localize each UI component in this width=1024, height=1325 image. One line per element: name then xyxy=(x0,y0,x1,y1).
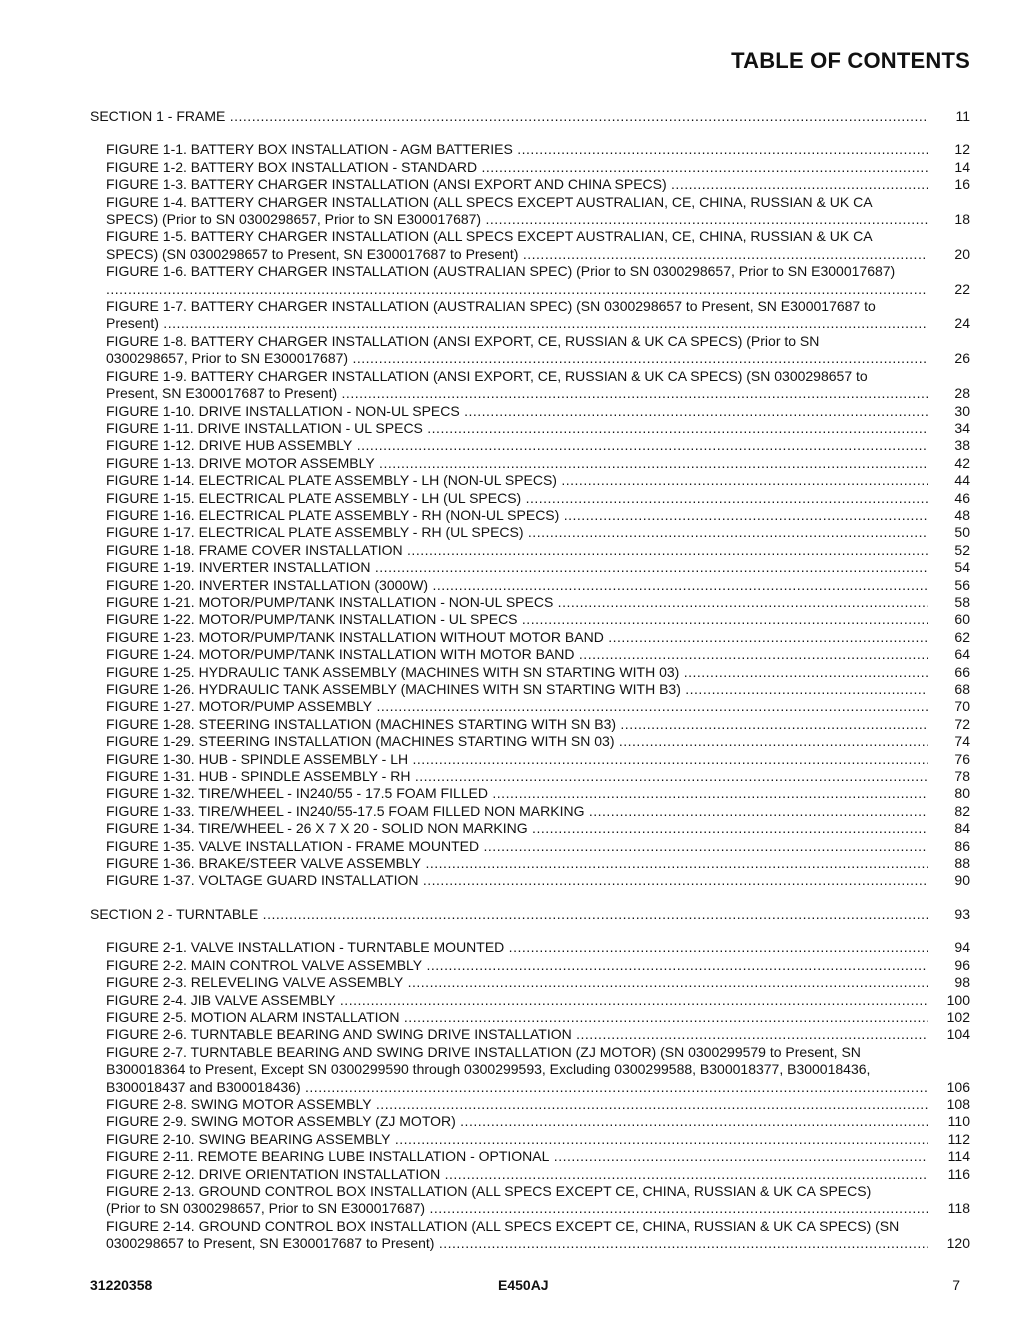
toc-figure-entry[interactable] xyxy=(106,1044,970,1096)
toc-entry-title-line: FIGURE 1-20. INVERTER INSTALLATION (3000W) ..... xyxy=(106,577,970,594)
toc-entry-page-number: 86 xyxy=(928,838,970,855)
toc-entry-title-line: FIGURE 2-6. TURNTABLE BEARING AND SWING DRIVE INSTALLATION ..... xyxy=(106,1026,970,1043)
toc-figure-entry[interactable] xyxy=(106,820,970,837)
toc-entry-page-number: 94 xyxy=(928,939,970,956)
toc-entry-title-line: FIGURE 1-25. HYDRAULIC TANK ASSEMBLY (MACHINES WITH SN STARTING WITH 03) ..... xyxy=(106,664,970,681)
toc-figure-entry[interactable] xyxy=(106,228,970,263)
toc-entry-page-number: 78 xyxy=(928,768,970,785)
toc-entry-title-line: FIGURE 1-6. BATTERY CHARGER INSTALLATION (AUSTRALIAN SPEC) (Prior to SN 0300298657, Prior to SN E300017687) xyxy=(106,263,896,280)
toc-figure-entry[interactable] xyxy=(106,455,970,472)
toc-entry-title-line: FIGURE 1-22. MOTOR/PUMP/TANK INSTALLATION - UL SPECS ..... xyxy=(106,611,970,628)
toc-entry-page-number: 118 xyxy=(928,1200,970,1217)
toc-figure-entry[interactable] xyxy=(106,1131,970,1148)
toc-entry-page-number: 12 xyxy=(928,141,970,158)
toc-entry-title-line: B300018364 to Present, Except SN 0300299590 through 0300299593, Excluding 0300299588, B300018377, B300018436, xyxy=(106,1061,871,1078)
toc-entry-page-number: 90 xyxy=(928,872,970,889)
toc-entry-page-number: 114 xyxy=(928,1148,970,1165)
toc-entry-page-number: 22 xyxy=(928,281,970,298)
toc-entry-page-number: 62 xyxy=(928,629,970,646)
toc-entry-page-number: 112 xyxy=(928,1131,970,1148)
toc-entry-page-number: 24 xyxy=(928,315,970,332)
toc-figure-entry[interactable] xyxy=(106,1183,970,1218)
toc-entry-title-line: Present) ..... xyxy=(106,315,970,332)
toc-entry-page-number: 68 xyxy=(928,681,970,698)
toc-entry-title-line: FIGURE 2-3. RELEVELING VALVE ASSEMBLY ..... xyxy=(106,974,970,991)
toc-entry-title-line: FIGURE 1-23. MOTOR/PUMP/TANK INSTALLATION WITHOUT MOTOR BAND ..... xyxy=(106,629,970,646)
toc-entry-title-line: FIGURE 1-8. BATTERY CHARGER INSTALLATION (ANSI EXPORT, CE, RUSSIAN & UK CA SPECS) (Prior to SN xyxy=(106,332,820,349)
toc-entry-page-number: 54 xyxy=(928,559,970,576)
toc-entry-page-number: 70 xyxy=(928,698,970,715)
footer-model: E450AJ xyxy=(498,1277,549,1293)
toc-entry-title-line: FIGURE 1-37. VOLTAGE GUARD INSTALLATION ..... xyxy=(106,872,970,889)
toc-spacer xyxy=(0,890,1024,906)
toc-figure-entry[interactable] xyxy=(106,368,970,403)
toc-entry-page-number: 72 xyxy=(928,716,970,733)
toc-entry-page-number: 104 xyxy=(928,1026,970,1043)
toc-entry-page-number: 42 xyxy=(928,455,970,472)
toc-entry-page-number: 11 xyxy=(928,108,970,125)
toc-entry-page-number: 98 xyxy=(928,974,970,991)
toc-figure-entry[interactable] xyxy=(106,681,970,698)
toc-entry-title-line: FIGURE 1-30. HUB - SPINDLE ASSEMBLY - LH ..... xyxy=(106,751,970,768)
toc-figure-entry[interactable] xyxy=(106,1218,970,1253)
toc-figure-entry[interactable] xyxy=(106,437,970,454)
toc-figure-entry[interactable] xyxy=(106,594,970,611)
footer-page-number: 7 xyxy=(952,1277,960,1293)
toc-figure-entry[interactable] xyxy=(106,490,970,507)
toc-entry-page-number: 76 xyxy=(928,751,970,768)
toc-entry-title-line: FIGURE 2-1. VALVE INSTALLATION - TURNTABLE MOUNTED ..... xyxy=(106,939,970,956)
toc-entry-title-line: FIGURE 1-34. TIRE/WHEEL - 26 X 7 X 20 - SOLID NON MARKING ..... xyxy=(106,820,970,837)
toc-figure-entry[interactable] xyxy=(106,194,970,229)
toc-entry-page-number: 14 xyxy=(928,159,970,176)
toc-entry-page-number: 66 xyxy=(928,664,970,681)
toc-entry-title-line: SPECS) (SN 0300298657 to Present, SN E300017687 to Present) ..... xyxy=(106,246,970,263)
toc-entry-title-line: FIGURE 2-11. REMOTE BEARING LUBE INSTALLATION - OPTIONAL ..... xyxy=(106,1148,970,1165)
toc-entry-title-line: FIGURE 1-31. HUB - SPINDLE ASSEMBLY - RH ..... xyxy=(106,768,970,785)
toc-entry-title-line: Present, SN E300017687 to Present) ..... xyxy=(106,385,970,402)
toc-entry-title-line: 0300298657 to Present, SN E300017687 to Present) ..... xyxy=(106,1235,970,1252)
toc-figure-entry[interactable] xyxy=(106,855,970,872)
toc-entry-title-line: 0300298657, Prior to SN E300017687) ..... xyxy=(106,350,970,367)
toc-figure-entry[interactable] xyxy=(106,957,970,974)
toc-figure-entry[interactable] xyxy=(106,768,970,785)
toc-entry-title-line: B300018437 and B300018436) ..... xyxy=(106,1079,970,1096)
toc-entry-title-line: FIGURE 1-16. ELECTRICAL PLATE ASSEMBLY - RH (NON-UL SPECS) ..... xyxy=(106,507,970,524)
toc-entry-page-number: 106 xyxy=(928,1079,970,1096)
toc-entry-title-line: FIGURE 1-19. INVERTER INSTALLATION ..... xyxy=(106,559,970,576)
toc-figure-entry[interactable] xyxy=(106,751,970,768)
toc-entry-page-number: 80 xyxy=(928,785,970,802)
toc-entry-page-number: 52 xyxy=(928,542,970,559)
toc-entry-title-line: FIGURE 2-9. SWING MOTOR ASSEMBLY (ZJ MOTOR) ..... xyxy=(106,1113,970,1130)
toc-entry-title-line: FIGURE 1-33. TIRE/WHEEL - IN240/55-17.5 FOAM FILLED NON MARKING ..... xyxy=(106,803,970,820)
toc-entry-page-number: 50 xyxy=(928,524,970,541)
toc-entry-title-line: SECTION 1 - FRAME ..... xyxy=(90,108,970,125)
toc-entry-title-line: FIGURE 1-2. BATTERY BOX INSTALLATION - STANDARD ..... xyxy=(106,159,970,176)
toc-figure-entry[interactable] xyxy=(106,974,970,991)
toc-entry-page-number: 116 xyxy=(928,1166,970,1183)
toc-entry-title-line: FIGURE 2-13. GROUND CONTROL BOX INSTALLATION (ALL SPECS EXCEPT CE, CHINA, RUSSIAN & UK CA SPECS) xyxy=(106,1182,872,1199)
toc-entry-page-number: 84 xyxy=(928,820,970,837)
toc-entry-page-number: 34 xyxy=(928,420,970,437)
toc-figure-entry[interactable] xyxy=(106,698,970,715)
toc-spacer xyxy=(0,923,1024,939)
page-title: TABLE OF CONTENTS xyxy=(731,48,970,73)
toc-entry-title-line: FIGURE 2-5. MOTION ALARM INSTALLATION ..... xyxy=(106,1009,970,1026)
toc-entry-title-line: FIGURE 1-28. STEERING INSTALLATION (MACHINES STARTING WITH SN B3) ..... xyxy=(106,716,970,733)
toc-section-entry[interactable] xyxy=(90,906,970,923)
toc-entry-title-line: SPECS) (Prior to SN 0300298657, Prior to SN E300017687) ..... xyxy=(106,211,970,228)
toc-entry-title-line: FIGURE 1-13. DRIVE MOTOR ASSEMBLY ..... xyxy=(106,455,970,472)
toc-figure-entry[interactable] xyxy=(106,1166,970,1183)
toc-entry-page-number: 60 xyxy=(928,611,970,628)
toc-entry-page-number: 26 xyxy=(928,350,970,367)
toc-entry-page-number: 18 xyxy=(928,211,970,228)
toc-figure-entry[interactable] xyxy=(106,611,970,628)
toc-figure-entry[interactable] xyxy=(106,1026,970,1043)
toc-entry-page-number: 82 xyxy=(928,803,970,820)
toc-entry-page-number: 56 xyxy=(928,577,970,594)
toc-figure-entry[interactable] xyxy=(106,803,970,820)
toc-entry-title-line: FIGURE 1-36. BRAKE/STEER VALVE ASSEMBLY ..... xyxy=(106,855,970,872)
toc-entry-title-line: FIGURE 1-14. ELECTRICAL PLATE ASSEMBLY - LH (NON-UL SPECS) ..... xyxy=(106,472,970,489)
toc-entry-page-number: 20 xyxy=(928,246,970,263)
toc-figure-entry[interactable] xyxy=(106,472,970,489)
toc-figure-entry[interactable] xyxy=(106,664,970,681)
toc-entry-title-line: FIGURE 1-32. TIRE/WHEEL - IN240/55 - 17.5 FOAM FILLED ..... xyxy=(106,785,970,802)
toc-figure-entry[interactable] xyxy=(106,992,970,1009)
toc-entry-title-line: FIGURE 2-8. SWING MOTOR ASSEMBLY ..... xyxy=(106,1096,970,1113)
toc-entry-page-number: 30 xyxy=(928,403,970,420)
toc-figure-entry[interactable] xyxy=(106,542,970,559)
toc-entry-page-number: 58 xyxy=(928,594,970,611)
toc-section-entry[interactable] xyxy=(90,108,970,125)
toc-entry-title-line: (Prior to SN 0300298657, Prior to SN E300017687) ..... xyxy=(106,1200,970,1217)
table-of-contents xyxy=(0,108,1024,1253)
toc-entry-page-number: 93 xyxy=(928,906,970,923)
toc-entry-title-line: FIGURE 2-4. JIB VALVE ASSEMBLY ..... xyxy=(106,992,970,1009)
toc-figure-entry[interactable] xyxy=(106,716,970,733)
toc-entry-title-line: FIGURE 2-12. DRIVE ORIENTATION INSTALLATION ..... xyxy=(106,1166,970,1183)
toc-entry-title-line: FIGURE 1-27. MOTOR/PUMP ASSEMBLY ..... xyxy=(106,698,970,715)
toc-entry-title-line: FIGURE 1-11. DRIVE INSTALLATION - UL SPECS ..... xyxy=(106,420,970,437)
toc-entry-title-line: FIGURE 2-7. TURNTABLE BEARING AND SWING DRIVE INSTALLATION (ZJ MOTOR) (SN 0300299579 to Present, SN xyxy=(106,1043,861,1060)
toc-entry-title-line: FIGURE 2-10. SWING BEARING ASSEMBLY ..... xyxy=(106,1131,970,1148)
toc-entry-title-line: FIGURE 1-9. BATTERY CHARGER INSTALLATION (ANSI EXPORT, CE, RUSSIAN & UK CA SPECS) (SN 0300298657 to xyxy=(106,367,868,384)
toc-entry-title-line: FIGURE 1-12. DRIVE HUB ASSEMBLY ..... xyxy=(106,437,970,454)
toc-entry-page-number: 16 xyxy=(928,176,970,193)
toc-figure-entry[interactable] xyxy=(106,524,970,541)
toc-entry-page-number: 48 xyxy=(928,507,970,524)
toc-figure-entry[interactable] xyxy=(106,872,970,889)
toc-figure-entry[interactable] xyxy=(106,507,970,524)
toc-entry-title-line: FIGURE 1-24. MOTOR/PUMP/TANK INSTALLATION WITH MOTOR BAND ..... xyxy=(106,646,970,663)
toc-figure-entry[interactable] xyxy=(106,420,970,437)
toc-entry-title-line: FIGURE 1-21. MOTOR/PUMP/TANK INSTALLATION - NON-UL SPECS ..... xyxy=(106,594,970,611)
toc-figure-entry[interactable] xyxy=(106,141,970,158)
toc-entry-title-line: FIGURE 1-3. BATTERY CHARGER INSTALLATION (ANSI EXPORT AND CHINA SPECS) ..... xyxy=(106,176,970,193)
toc-entry-page-number: 100 xyxy=(928,992,970,1009)
toc-figure-entry[interactable] xyxy=(106,1009,970,1026)
toc-figure-entry[interactable] xyxy=(106,176,970,193)
toc-entry-title-line: FIGURE 1-35. VALVE INSTALLATION - FRAME MOUNTED ..... xyxy=(106,838,970,855)
toc-figure-entry[interactable] xyxy=(106,785,970,802)
toc-entry-page-number: 46 xyxy=(928,490,970,507)
toc-figure-entry[interactable] xyxy=(106,333,970,368)
toc-entry-title-line: FIGURE 1-18. FRAME COVER INSTALLATION ..... xyxy=(106,542,970,559)
toc-entry-page-number: 44 xyxy=(928,472,970,489)
toc-entry-page-number: 38 xyxy=(928,437,970,454)
toc-figure-entry[interactable] xyxy=(106,646,970,663)
toc-entry-title-line: FIGURE 1-5. BATTERY CHARGER INSTALLATION (ALL SPECS EXCEPT AUSTRALIAN, CE, CHINA, RUSSIAN & UK CA xyxy=(106,228,873,245)
toc-figure-entry[interactable] xyxy=(106,403,970,420)
toc-entry-page-number: 28 xyxy=(928,385,970,402)
toc-figure-entry[interactable] xyxy=(106,838,970,855)
toc-figure-entry[interactable] xyxy=(106,733,970,750)
toc-figure-entry[interactable] xyxy=(106,159,970,176)
toc-figure-entry[interactable] xyxy=(106,939,970,956)
toc-figure-entry[interactable] xyxy=(106,263,970,298)
toc-figure-entry[interactable] xyxy=(106,1096,970,1113)
toc-entry-page-number: 64 xyxy=(928,646,970,663)
toc-spacer xyxy=(0,125,1024,141)
toc-figure-entry[interactable] xyxy=(106,577,970,594)
toc-entry-title-line: FIGURE 2-2. MAIN CONTROL VALVE ASSEMBLY ..... xyxy=(106,957,970,974)
toc-entry-page-number: 102 xyxy=(928,1009,970,1026)
toc-figure-entry[interactable] xyxy=(106,629,970,646)
toc-entry-title-line: FIGURE 1-26. HYDRAULIC TANK ASSEMBLY (MACHINES WITH SN STARTING WITH B3) ..... xyxy=(106,681,970,698)
toc-entry-title-line: FIGURE 1-17. ELECTRICAL PLATE ASSEMBLY - RH (UL SPECS) ..... xyxy=(106,524,970,541)
toc-figure-entry[interactable] xyxy=(106,1113,970,1130)
toc-figure-entry[interactable] xyxy=(106,1148,970,1165)
toc-figure-entry[interactable] xyxy=(106,298,970,333)
toc-entry-page-number: 108 xyxy=(928,1096,970,1113)
toc-entry-title-line: FIGURE 1-10. DRIVE INSTALLATION - NON-UL SPECS ..... xyxy=(106,403,970,420)
toc-entry-page-number: 96 xyxy=(928,957,970,974)
toc-entry-page-number: 88 xyxy=(928,855,970,872)
footer-doc-number: 31220358 xyxy=(90,1277,153,1293)
toc-entry-title-line: FIGURE 1-29. STEERING INSTALLATION (MACHINES STARTING WITH SN 03) ..... xyxy=(106,733,970,750)
toc-entry-title-line: FIGURE 1-7. BATTERY CHARGER INSTALLATION (AUSTRALIAN SPEC) (SN 0300298657 to Present, SN E300017687 to xyxy=(106,298,876,315)
toc-entry-title-line: FIGURE 1-15. ELECTRICAL PLATE ASSEMBLY - LH (UL SPECS) ..... xyxy=(106,490,970,507)
toc-entry-title-line: FIGURE 1-4. BATTERY CHARGER INSTALLATION (ALL SPECS EXCEPT AUSTRALIAN, CE, CHINA, RUSSIAN & UK CA xyxy=(106,193,873,210)
toc-entry-page-number: 120 xyxy=(928,1235,970,1252)
toc-entry-page-number: 110 xyxy=(928,1113,970,1130)
toc-entry-title-line: FIGURE 2-14. GROUND CONTROL BOX INSTALLATION (ALL SPECS EXCEPT CE, CHINA, RUSSIAN & UK CA SPECS) (SN xyxy=(106,1217,900,1234)
toc-entry-title-line: FIGURE 1-1. BATTERY BOX INSTALLATION - AGM BATTERIES ..... xyxy=(106,141,970,158)
toc-entry-page-number: 74 xyxy=(928,733,970,750)
toc-figure-entry[interactable] xyxy=(106,559,970,576)
toc-entry-title-line xyxy=(106,281,970,298)
toc-entry-title-line: SECTION 2 - TURNTABLE ..... xyxy=(90,906,970,923)
